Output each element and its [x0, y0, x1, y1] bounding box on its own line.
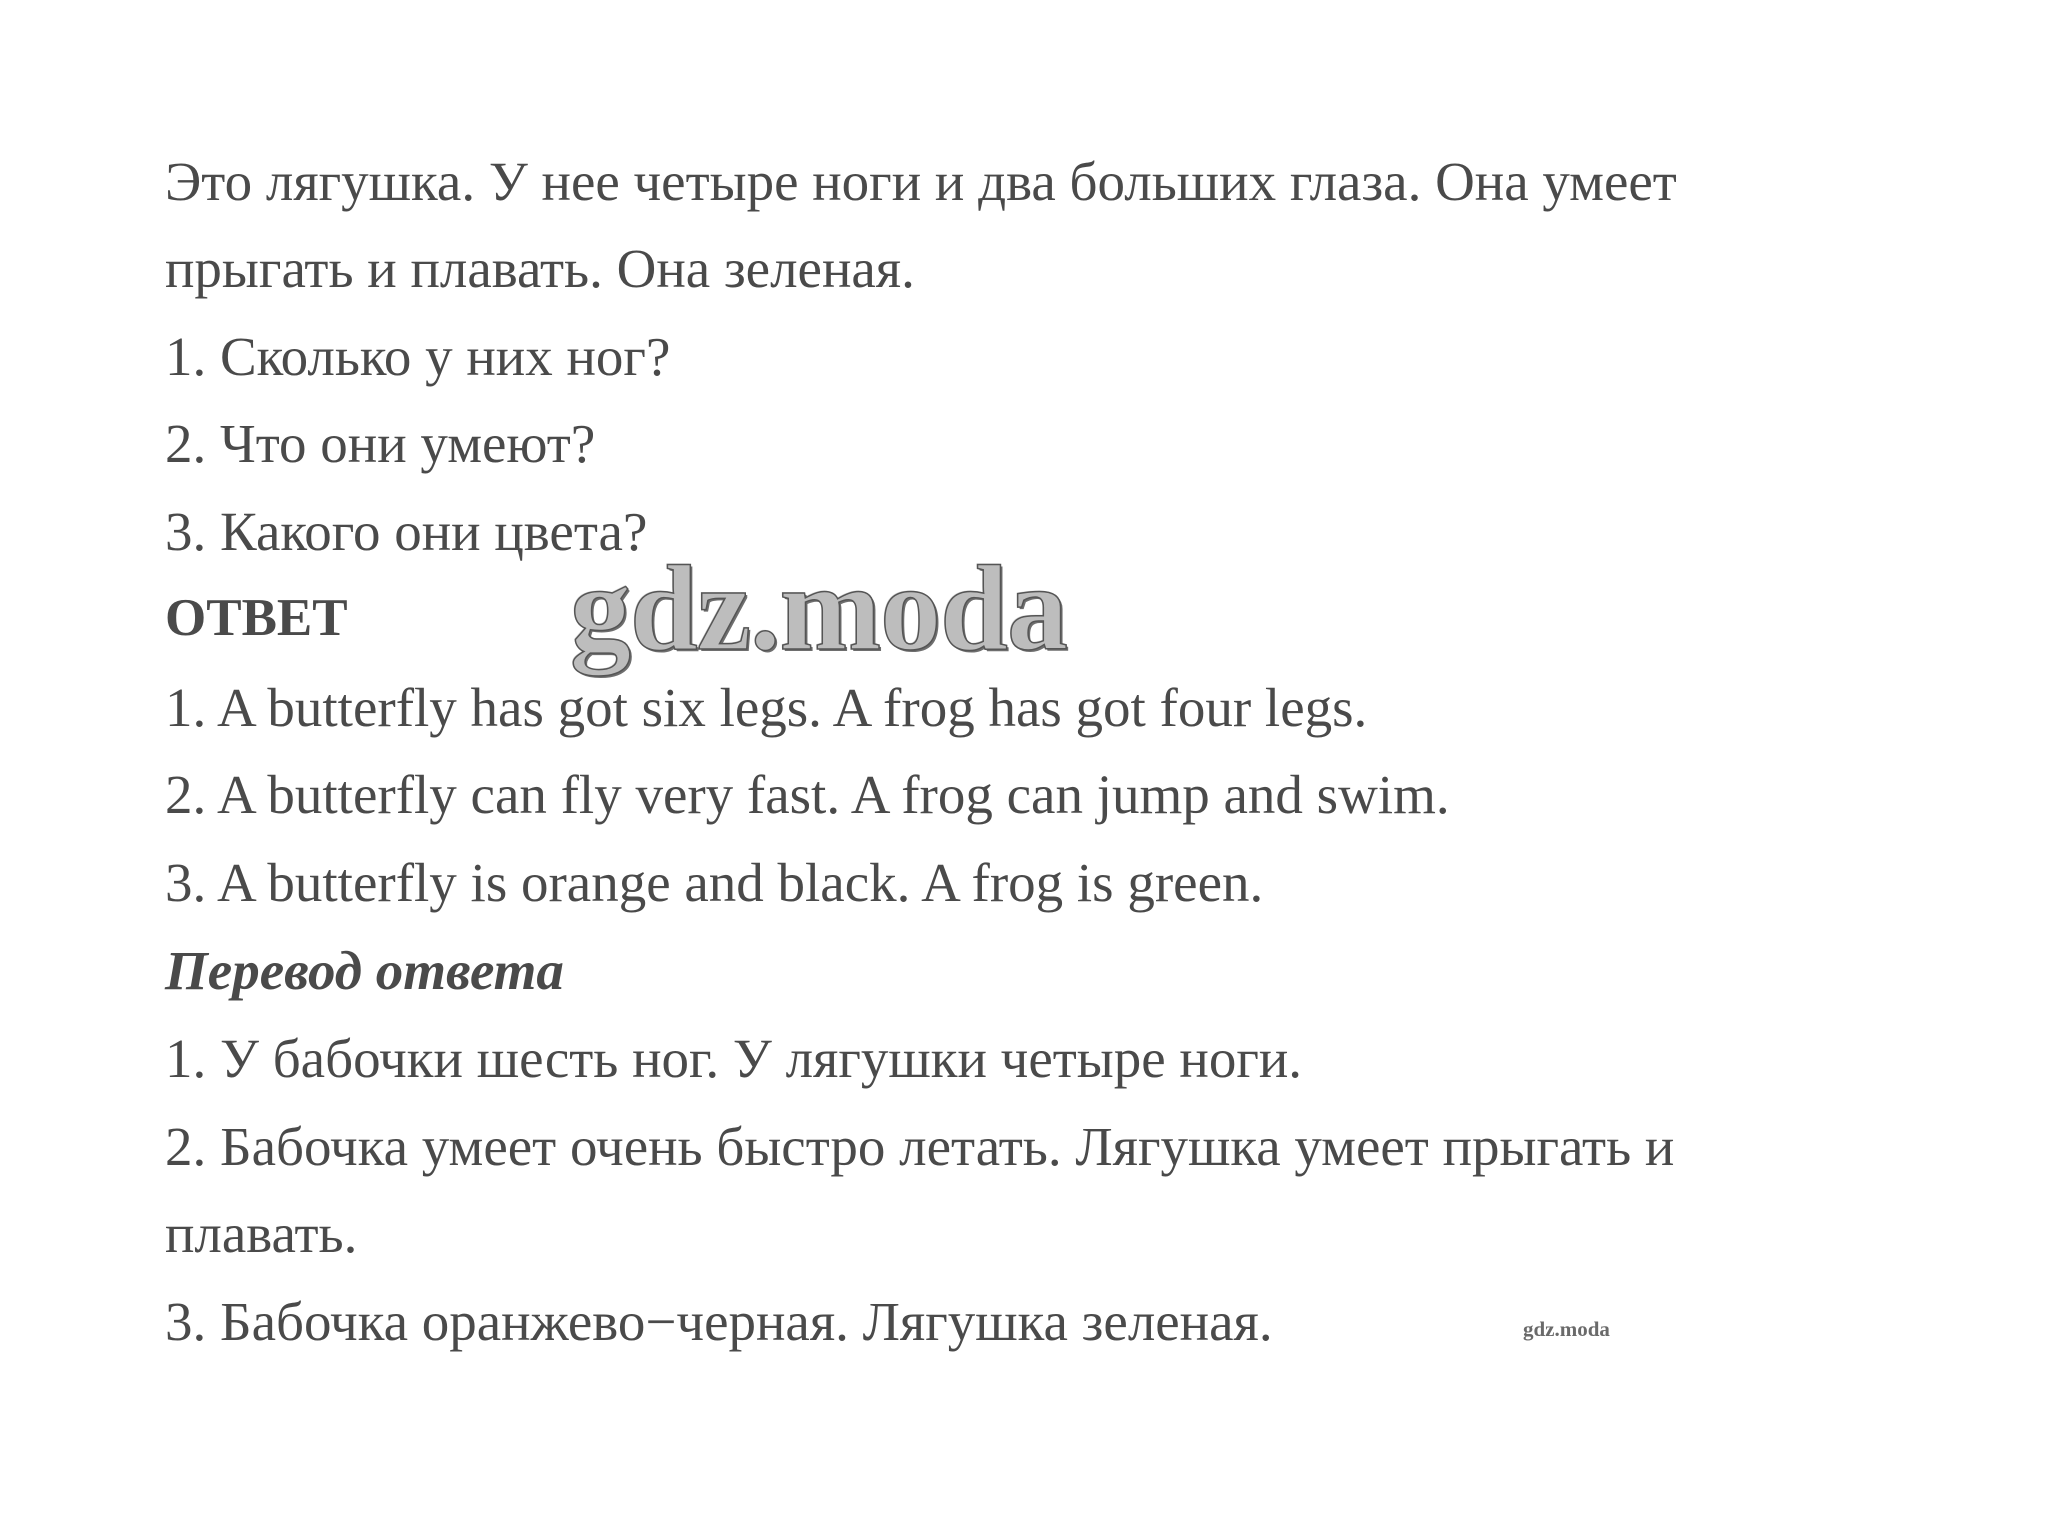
watermark-large: gdz.moda	[570, 541, 1067, 676]
answer-1: 1. A butterfly has got six legs. A frog has got four legs.	[165, 677, 1368, 738]
question-1: 1. Сколько у них ног?	[165, 326, 671, 387]
translation-2-line2: плавать.	[165, 1203, 358, 1264]
translation-2-line1: 2. Бабочка умеет очень быстро летать. Лягушка умеет прыгать и	[165, 1116, 1675, 1177]
answer-3: 3. A butterfly is orange and black. A frog is green.	[165, 852, 1264, 913]
answer-heading: ОТВЕТ	[165, 589, 348, 647]
watermark-small: gdz.moda	[1523, 1317, 1610, 1341]
translation-1: 1. У бабочки шесть ног. У лягушки четыре ноги.	[165, 1028, 1303, 1089]
translation-3: 3. Бабочка оранжево−черная. Лягушка зеленая.	[165, 1291, 1273, 1352]
text-para1-line2: прыгать и плавать. Она зеленая.	[165, 238, 915, 299]
text-para1-line1: Это лягушка. У нее четыре ноги и два больших глаза. Она умеет	[165, 151, 1677, 212]
question-3: 3. Какого они цвета?	[165, 501, 648, 562]
answer-2: 2. A butterfly can fly very fast. A frog can jump and swim.	[165, 764, 1450, 825]
question-2: 2. Что они умеют?	[165, 413, 596, 474]
translation-heading: Перевод ответа	[165, 940, 564, 1001]
